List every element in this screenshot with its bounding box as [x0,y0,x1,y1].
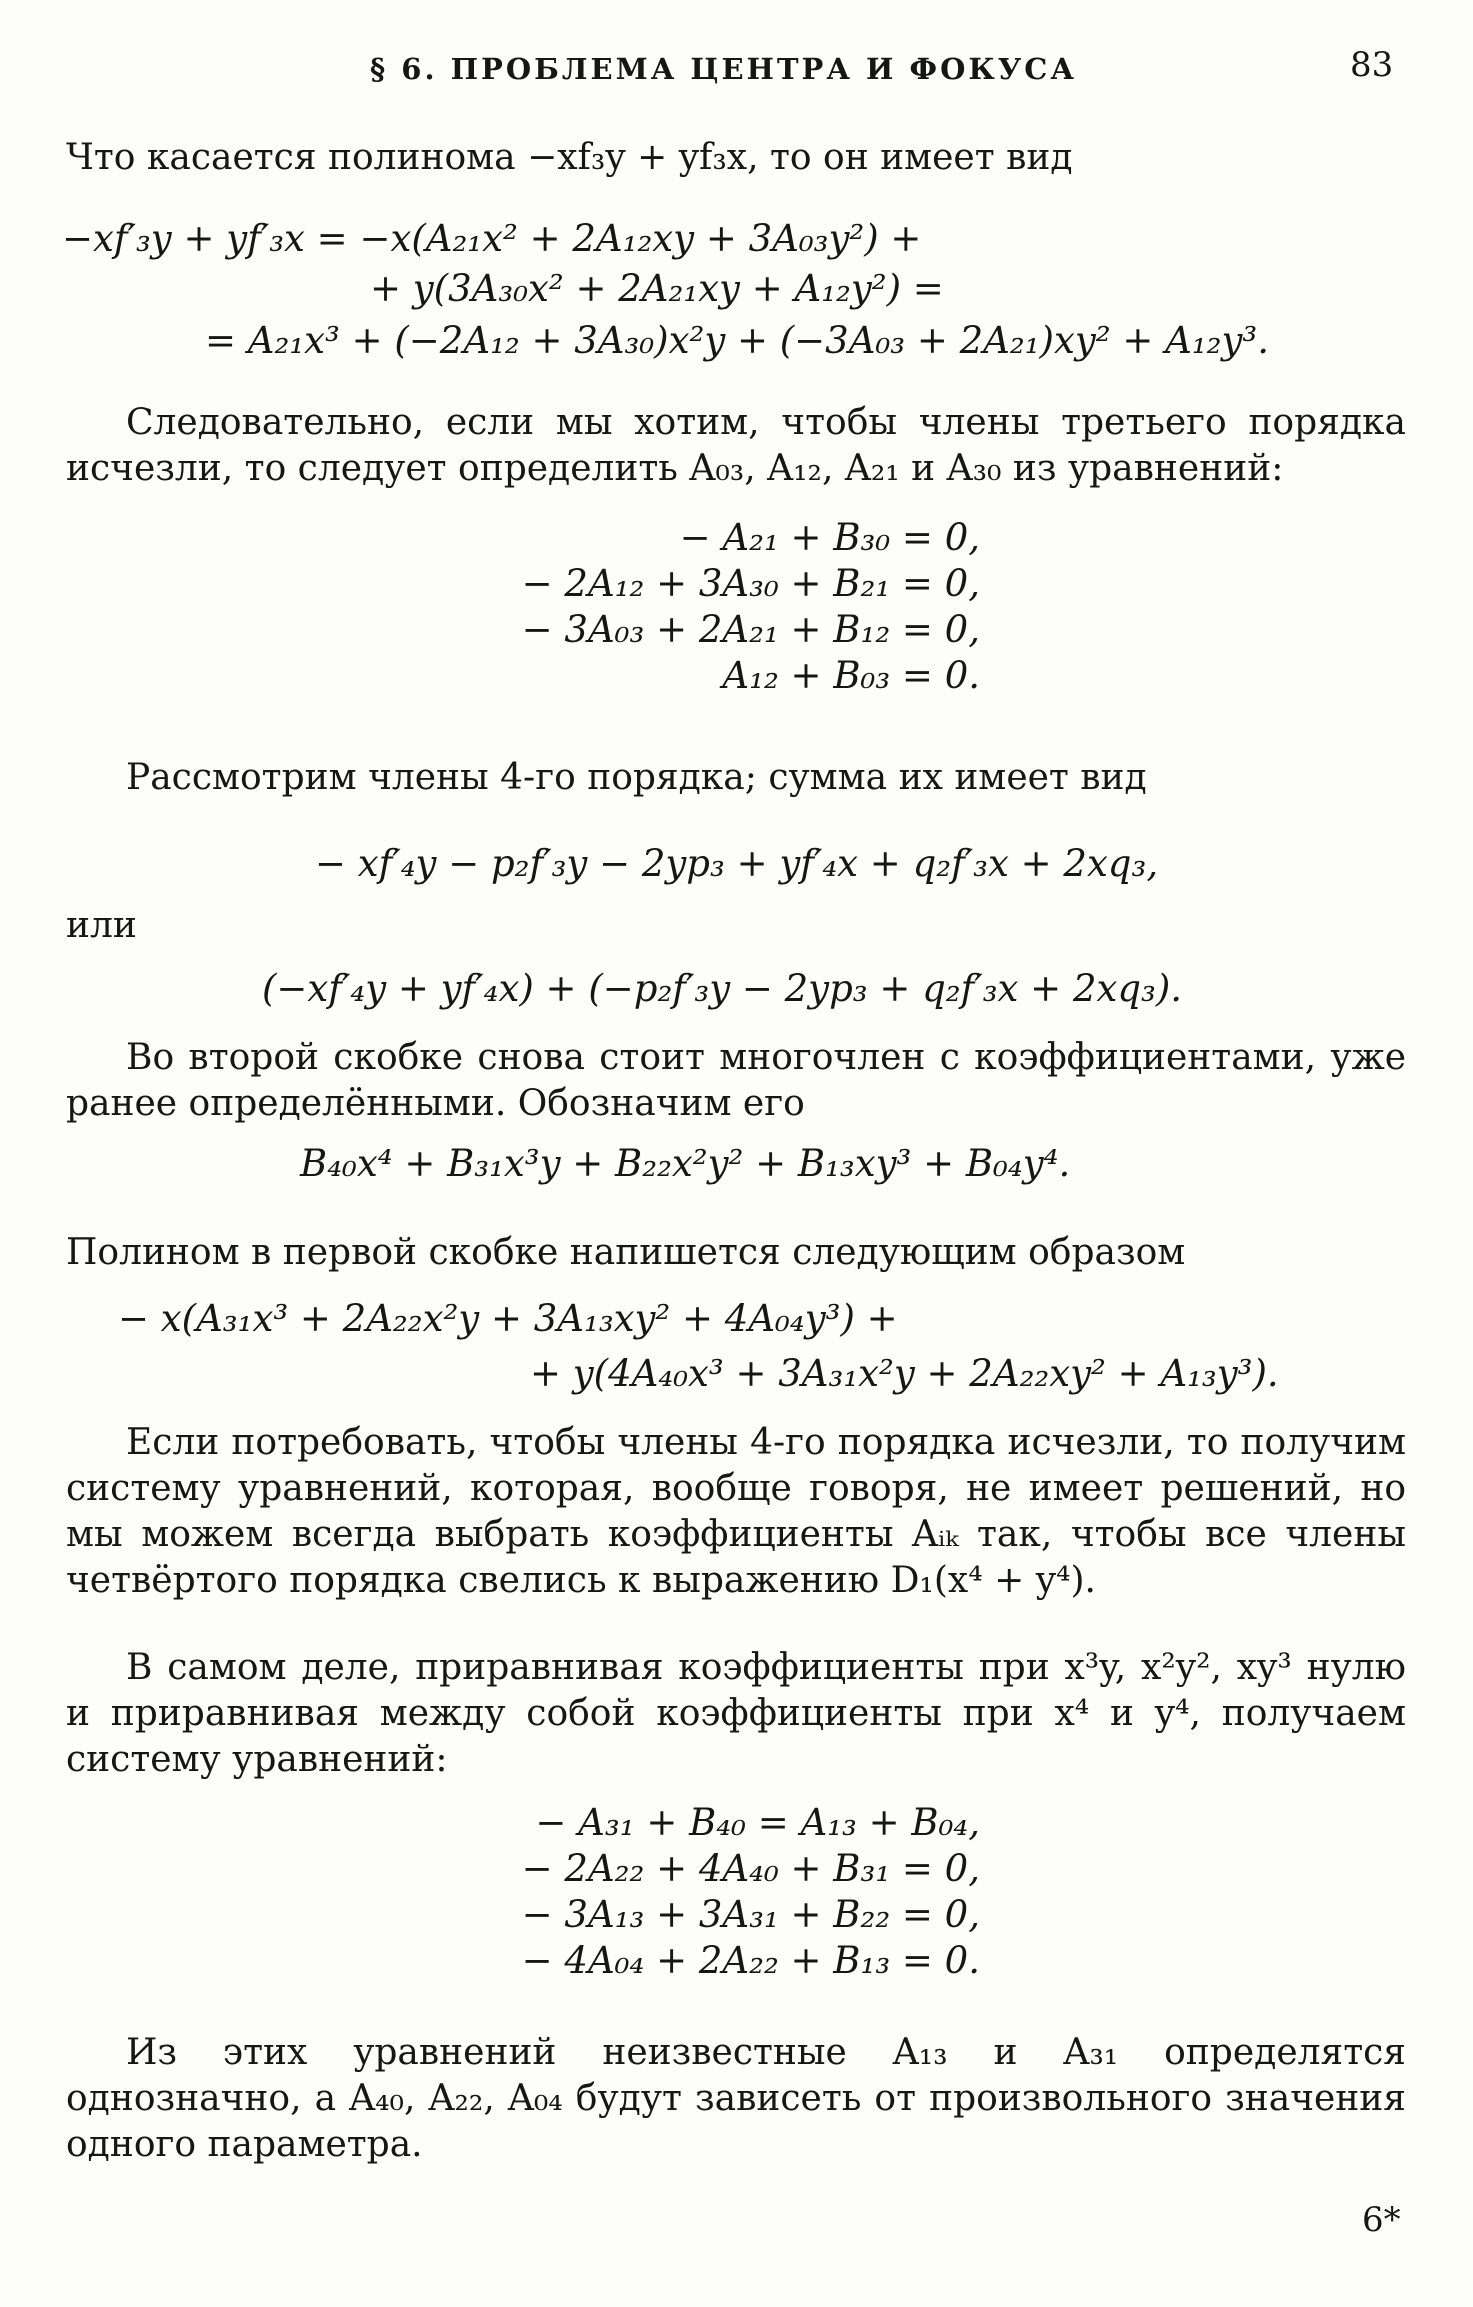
equation-line: A₁₂ + B₀₃ = 0. [722,654,980,697]
equation-line: (−xf′₄y + yf′₄x) + (−p₂f′₃y − 2yp₃ + q₂f′₃x + 2xq₃). [262,967,1183,1010]
paragraph-conclusion: Из этих уравнений неизвестные A₁₃ и A₃₁ определятся однозначно, а A₄₀, A₂₂, A₀₄ будут зависеть от произвольного значения одного параметра. [66,2032,1406,2165]
equation-line: − xf′₄y − p₂f′₃y − 2yp₃ + yf′₄x + q₂f′₃x + 2xq₃, [315,842,1159,885]
equation-line: − A₂₁ + B₃₀ = 0, [679,516,980,559]
paragraph-first-bracket: Полином в первой скобке напишется следующим образом [66,1232,1186,1273]
equation-line: B₄₀x⁴ + B₃₁x³y + B₂₂x²y² + B₁₃xy³ + B₀₄y⁴. [300,1142,1071,1185]
equation-line: + y(3A₃₀x² + 2A₂₁xy + A₁₂y²) = [370,267,944,310]
equation-system-fourth-order [460,1800,980,1984]
equation-line: − 2A₁₂ + 3A₃₀ + B₂₁ = 0, [521,562,980,605]
paragraph-fourth-order: Рассмотрим члены 4-го порядка; сумма их имеет вид [126,757,1147,798]
equation-line: −xf′₃y + yf′₃x = −x(A₂₁x² + 2A₁₂xy + 3A₀₃y²) + [62,217,922,260]
connective-word: или [66,905,137,946]
paragraph-polynomial-intro: Что касается полинома −xf₃y + yf₃x, то он имеет вид [66,137,1073,178]
equation-line: − 3A₁₃ + 3A₃₁ + B₂₂ = 0, [521,1893,980,1936]
signature-mark: 6* [1362,2200,1401,2240]
equation-system-third-order [480,515,980,699]
paragraph-equating-coefficients: В самом деле, приравнивая коэффициенты при x³y, x²y², xy³ нулю и приравнивая между собой коэффициенты при x⁴ и y⁴, получаем систему уравнений: [66,1647,1406,1780]
equation-line: − A₃₁ + B₄₀ = A₁₃ + B₀₄, [535,1801,980,1844]
running-title: § 6. ПРОБЛЕМА ЦЕНТРА И ФОКУСА [370,52,1077,86]
page-number: 83 [1350,45,1394,85]
equation-line: − 4A₀₄ + 2A₂₂ + B₁₃ = 0. [521,1939,980,1982]
paragraph-require-vanish: Если потребовать, чтобы члены 4-го порядка исчезли, то получим систему уравнений, которая, вообще говоря, не имеет решений, но мы можем всегда выбрать коэффициенты Aᵢₖ так, чтобы все члены четвёртого порядка свелись к выражению D₁(x⁴ + y⁴). [66,1422,1406,1601]
equation-line: + y(4A₄₀x³ + 3A₃₁x²y + 2A₂₂xy² + A₁₃y³). [530,1352,1279,1395]
equation-line: − 2A₂₂ + 4A₄₀ + B₃₁ = 0, [521,1847,980,1890]
paragraph-second-bracket: Во второй скобке снова стоит многочлен с коэффициентами, уже ранее определёнными. Обозначим его [66,1037,1406,1124]
equation-line: = A₂₁x³ + (−2A₁₂ + 3A₃₀)x²y + (−3A₀₃ + 2A₂₁)xy² + A₁₂y³. [205,319,1270,362]
equation-line: − x(A₃₁x³ + 2A₂₂x²y + 3A₁₃xy² + 4A₀₄y³) + [118,1297,898,1340]
equation-line: − 3A₀₃ + 2A₂₁ + B₁₂ = 0, [521,608,980,651]
paragraph-third-order: Следовательно, если мы хотим, чтобы члены третьего порядка исчезли, то следует определить A₀₃, A₁₂, A₂₁ и A₃₀ из уравнений: [66,402,1406,489]
